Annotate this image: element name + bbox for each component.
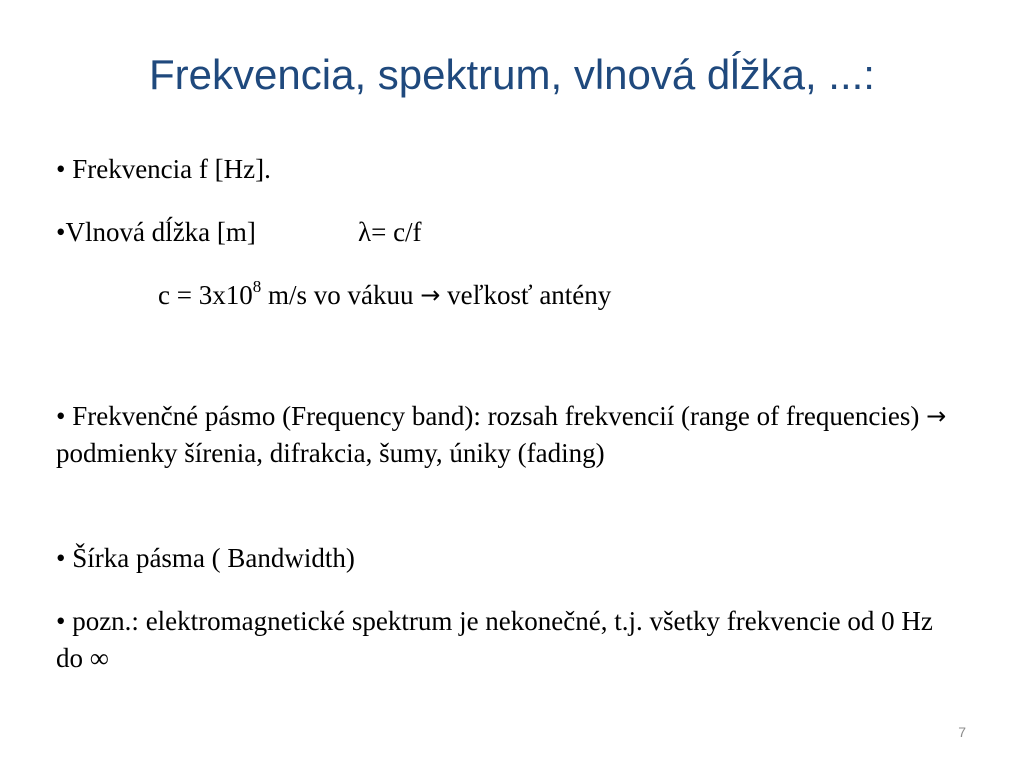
slide-title: Frekvencia, spektrum, vlnová dĺžka, ...:: [149, 51, 875, 98]
antenna-size-text: veľkosť antény: [447, 280, 612, 310]
wavelength-label: •Vlnová dĺžka [m]: [56, 217, 256, 247]
propagation-conditions-text: podmienky šírenia, difrakcia, šumy, úniky (fading): [56, 438, 605, 469]
bullet-wavelength: [56, 214, 256, 251]
bullet-spectrum-note: • pozn.: elektromagnetické spektrum je nekonečné, t.j. všetky frekvencie od 0 Hz do ∞: [56, 606, 933, 674]
right-arrow-icon: →: [926, 402, 947, 430]
speed-of-light-formula: [158, 277, 611, 314]
bullet-frequency: • Frekvencia f [Hz].: [56, 154, 271, 184]
frequency-band-text: • Frekvenčné pásmo (Frequency band): rozsah frekvencií (range of frequencies): [56, 401, 920, 431]
speed-suffix: m/s vo vákuu: [261, 280, 414, 310]
speed-exponent: 8: [252, 277, 262, 296]
bullet-bandwidth: • Šírka pásma ( Bandwidth): [56, 543, 355, 573]
bullet-frequency-band: [56, 398, 956, 473]
page-number: 7: [958, 724, 966, 740]
speed-prefix: c = 3x10: [158, 280, 253, 310]
lambda-formula: λ= c/f: [358, 217, 422, 247]
right-arrow-icon: →: [420, 281, 441, 309]
